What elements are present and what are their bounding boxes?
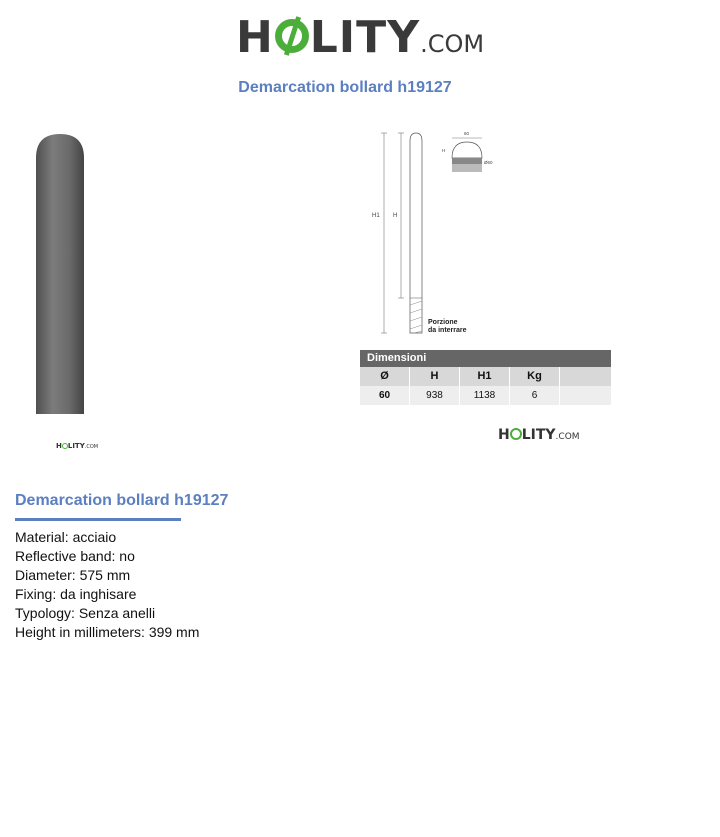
dimensions-header-row	[360, 367, 611, 386]
site-logo[interactable]	[0, 12, 720, 63]
dimensions-col-empty	[560, 367, 611, 386]
logo-text-start: H	[235, 12, 274, 63]
drawing-label-h: H	[393, 213, 398, 219]
dimensions-table	[360, 350, 611, 405]
spec-material: Material: acciaio	[15, 529, 117, 545]
dimensions-val-kg: 6	[510, 386, 560, 405]
spec-diameter: Diameter: 575 mm	[15, 567, 131, 583]
detail-label-side: Ø60	[484, 160, 493, 165]
dimensions-table-heading: Dimensioni	[360, 350, 611, 367]
dimensions-val-h1: 1138	[460, 386, 510, 405]
drawing-note-line2: da interrare	[428, 327, 467, 334]
dimensions-col-h: H	[410, 367, 460, 386]
dimensions-val-diameter: 60	[360, 386, 410, 405]
logo-text-end: LITY	[309, 12, 421, 63]
detail-label-diameter: 60	[464, 131, 470, 136]
page-title: Demarcation bollard h19127	[238, 79, 452, 96]
spec-height: Height in millimeters: 399 mm	[15, 624, 200, 640]
bollard-photo	[30, 130, 90, 414]
spec-reflective-band: Reflective band: no	[15, 548, 135, 564]
logo-suffix: .COM	[420, 30, 485, 58]
dimensions-col-h1: H1	[460, 367, 510, 386]
photo-watermark-logo: H LITY.COM	[56, 442, 99, 450]
dimensions-value-row	[360, 386, 611, 405]
specs-list	[15, 528, 199, 642]
logo-o-icon	[510, 428, 522, 440]
dimensions-val-empty	[560, 386, 611, 405]
dimensions-val-h: 938	[410, 386, 460, 405]
spec-fixing: Fixing: da inghisare	[15, 586, 137, 602]
logo-o-icon	[275, 19, 309, 53]
drawing-watermark-logo: H LITY.COM	[498, 427, 580, 443]
dimensions-col-kg: Kg	[510, 367, 560, 386]
detail-label-h: H	[442, 148, 446, 153]
details-heading-underline	[15, 518, 181, 521]
spec-typology: Typology: Senza anelli	[15, 605, 156, 621]
drawing-note-line1: Porzione	[428, 319, 458, 326]
cap-detail-drawing	[440, 128, 500, 176]
dimensions-col-diameter: Ø	[360, 367, 410, 386]
details-heading: Demarcation bollard h19127	[15, 492, 229, 509]
drawing-label-h1: H1	[372, 213, 380, 219]
